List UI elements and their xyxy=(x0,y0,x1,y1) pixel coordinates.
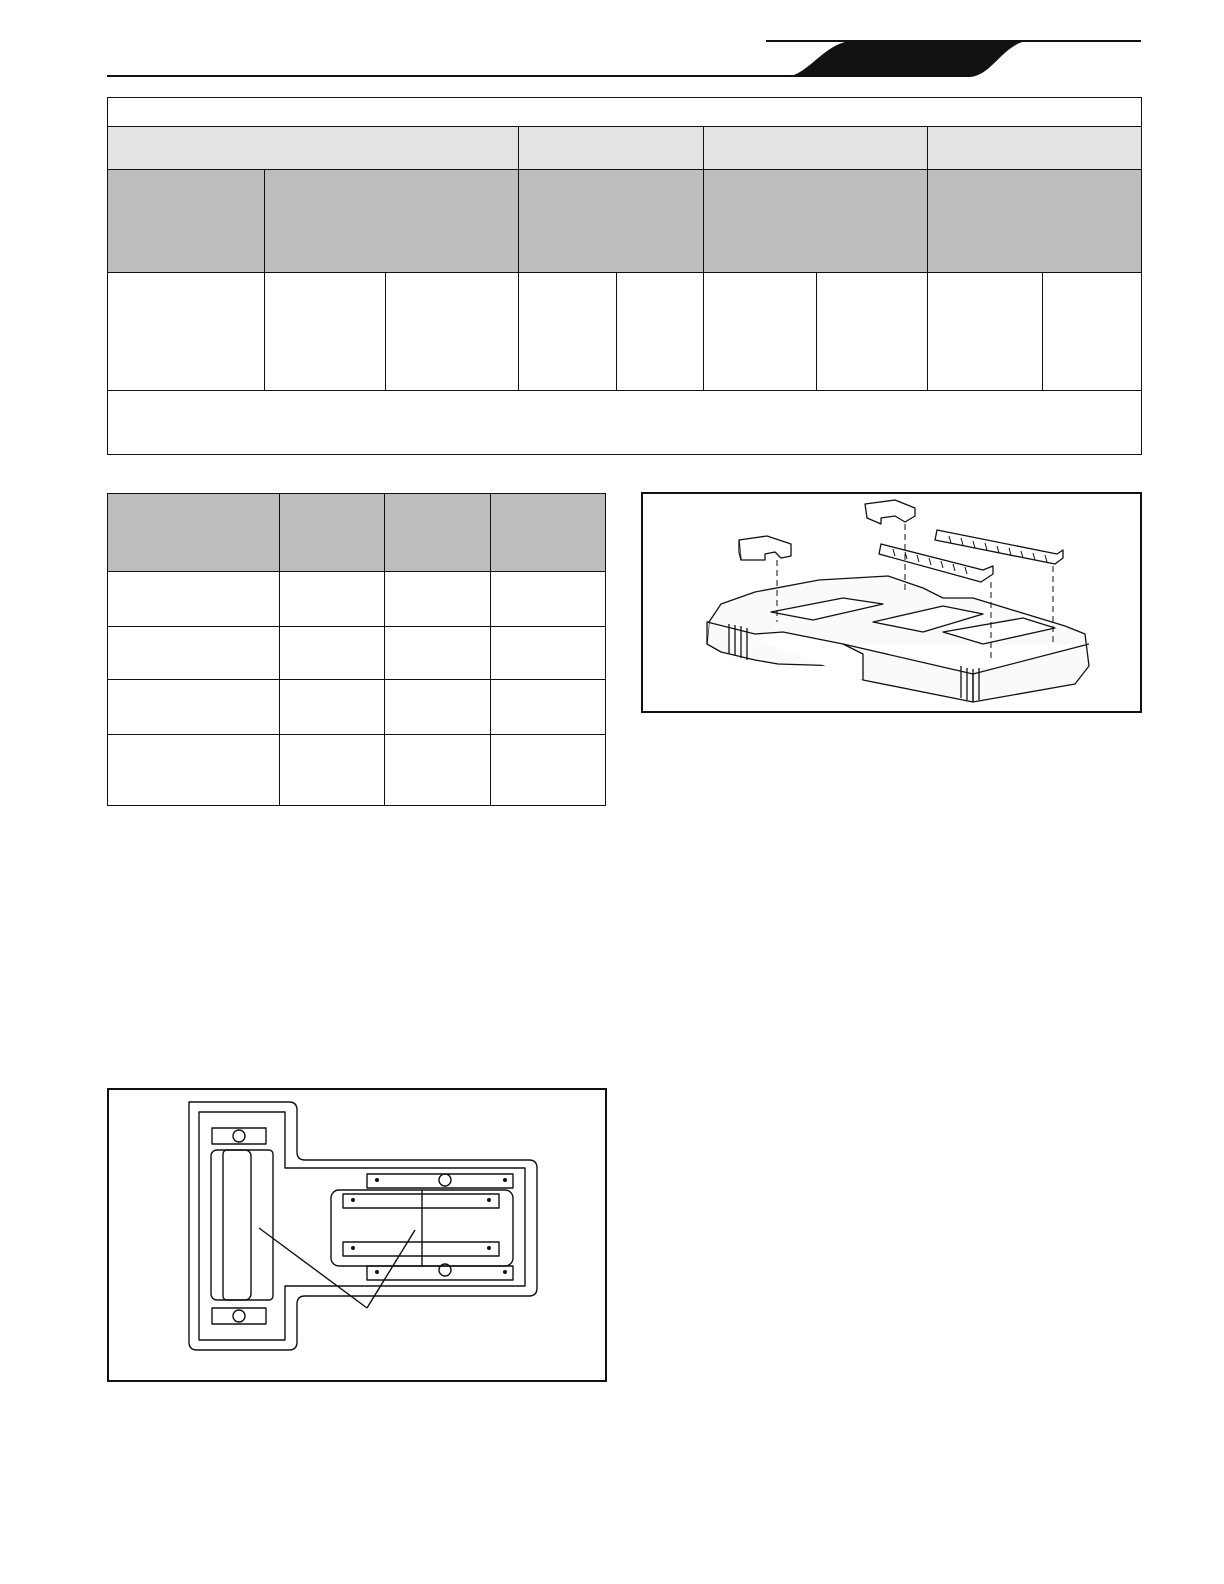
spec-subheader xyxy=(519,170,704,273)
spec-value-cell xyxy=(817,273,928,390)
small-table-header-label xyxy=(280,529,384,537)
spec-value xyxy=(265,328,385,336)
table-cell xyxy=(385,735,491,806)
spec-table xyxy=(107,97,1142,455)
small-table-value xyxy=(385,595,490,603)
spec-group-header xyxy=(704,127,928,170)
spec-subheader-label xyxy=(519,217,703,225)
small-table-value xyxy=(280,766,384,774)
table-cell xyxy=(280,735,385,806)
figure-top-view-base xyxy=(107,1088,607,1382)
spec-subheader xyxy=(704,170,928,273)
spec-group-label xyxy=(108,144,518,152)
spec-value xyxy=(704,328,816,336)
table-cell xyxy=(108,627,280,680)
small-table-value xyxy=(108,649,279,657)
small-table-value xyxy=(491,766,605,774)
spec-table-footnote-cell xyxy=(108,390,1142,454)
spec-subheader xyxy=(265,170,519,273)
spec-value xyxy=(386,328,518,336)
top-view-base-illustration xyxy=(109,1090,605,1380)
spec-value-cell xyxy=(617,273,704,390)
small-table-value xyxy=(385,703,490,711)
spec-value-cell xyxy=(386,273,519,390)
spec-value xyxy=(617,328,703,336)
small-table-value xyxy=(491,595,605,603)
small-table-header xyxy=(385,494,491,572)
spec-value-cell xyxy=(928,273,1043,390)
table-row xyxy=(108,627,606,680)
spec-value xyxy=(108,328,264,336)
spec-value xyxy=(1043,328,1141,336)
spec-group-label xyxy=(928,144,1141,152)
spec-group-label xyxy=(704,144,927,152)
small-table-value xyxy=(280,649,384,657)
table-cell xyxy=(385,572,491,627)
spec-table-title-cell xyxy=(108,98,1142,127)
table-cell xyxy=(108,680,280,735)
spec-value xyxy=(519,328,616,336)
small-table-value xyxy=(108,766,279,774)
table-cell xyxy=(491,680,606,735)
small-table-value xyxy=(108,595,279,603)
spec-subheader-label xyxy=(108,217,264,225)
small-table-value xyxy=(491,649,605,657)
table-cell xyxy=(280,680,385,735)
table-row xyxy=(108,680,606,735)
exploded-base-illustration xyxy=(643,494,1140,711)
spec-table-title xyxy=(108,108,1141,116)
spec-subheader-label xyxy=(704,217,927,225)
small-table-header xyxy=(108,494,280,572)
spec-subheader xyxy=(928,170,1142,273)
header-rule xyxy=(107,75,807,77)
table-cell xyxy=(385,680,491,735)
small-table-value xyxy=(280,595,384,603)
small-table-value xyxy=(280,703,384,711)
spec-table-footnote xyxy=(108,418,1141,426)
spec-value xyxy=(928,328,1042,336)
spec-value-cell xyxy=(265,273,386,390)
table-cell xyxy=(280,572,385,627)
table-cell xyxy=(280,627,385,680)
spec-group-header xyxy=(928,127,1142,170)
section-tab-shape xyxy=(780,38,1150,83)
small-table-value xyxy=(491,703,605,711)
spec-subheader-label xyxy=(265,217,518,225)
table-row xyxy=(108,735,606,806)
figure-exploded-base xyxy=(641,492,1142,713)
table-cell xyxy=(491,735,606,806)
table-row xyxy=(108,572,606,627)
small-table-header-label xyxy=(108,529,279,537)
small-table-value xyxy=(385,649,490,657)
table-cell xyxy=(108,735,280,806)
spec-subheader xyxy=(108,170,265,273)
table-cell xyxy=(108,572,280,627)
small-table-value xyxy=(108,703,279,711)
spec-group-header xyxy=(108,127,519,170)
spec-group-header xyxy=(519,127,704,170)
small-table-header-label xyxy=(491,529,605,537)
table-cell xyxy=(385,627,491,680)
spec-value-cell xyxy=(1043,273,1142,390)
small-table xyxy=(107,493,606,806)
small-table-value xyxy=(385,766,490,774)
spec-group-label xyxy=(519,144,703,152)
spec-value-cell xyxy=(108,273,265,390)
small-table-header xyxy=(280,494,385,572)
table-cell xyxy=(491,572,606,627)
spec-subheader-label xyxy=(928,217,1141,225)
spec-value-cell xyxy=(519,273,617,390)
small-table-header-label xyxy=(385,529,490,537)
small-table-header xyxy=(491,494,606,572)
spec-value xyxy=(817,328,927,336)
table-cell xyxy=(491,627,606,680)
spec-value-cell xyxy=(704,273,817,390)
